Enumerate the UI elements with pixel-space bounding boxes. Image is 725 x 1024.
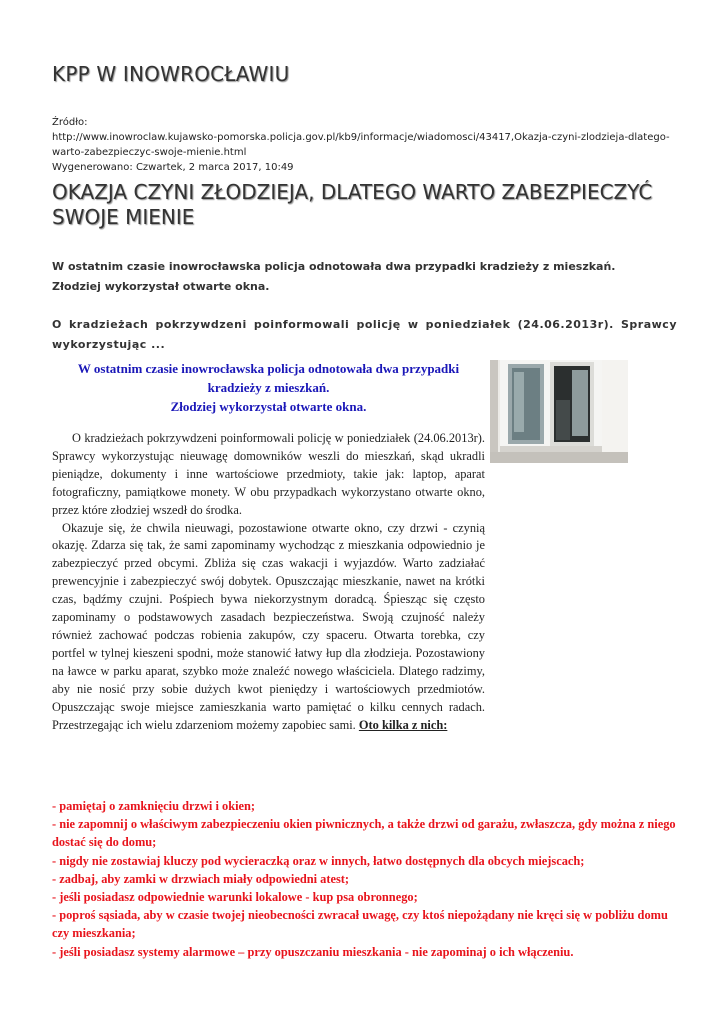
lead-line-1: W ostatnim czasie inowrocławska policja odnotowała dwa przypadki kradzieży z mieszkań. [52,260,616,273]
article-lead [52,257,677,297]
window-photo [490,360,628,463]
article-body [52,430,485,734]
tips-list [52,797,677,961]
source-url[interactable]: http://www.inowroclaw.kujawsko-pomorska.policja.gov.pl/kb9/informacje/wiadomosci/43417,Okazja-czyni-zlodzieja-dlatego-warto-zabezpieczyc-swoje-mienie.html [52,132,670,158]
tip-item: - jeśli posiadasz systemy alarmowe – przy opuszczaniu mieszkania - nie zapominaj o ich włączeniu. [52,944,574,959]
tip-item: - poproś sąsiada, aby w czasie twojej nieobecności zwracał uwagę, czy ktoś niepożądany nie kręci się w pobliżu domu czy mieszkania; [52,908,668,941]
article-teaser: O kradzieżach pokrzywdzeni poinformowali policję w poniedziałek (24.06.2013r). Sprawcy wykorzystując ... [52,318,677,351]
body-paragraph-2 [52,520,485,735]
generated-date: Wygenerowano: Czwartek, 2 marca 2017, 10:49 [52,162,294,173]
source-label: Źródło: [52,117,88,128]
site-title: KPP W INOWROCŁAWIU [52,62,290,86]
blue-heading [52,359,485,416]
lead-line-2: Złodziej wykorzystał otwarte okna. [52,280,270,293]
tips-intro: Oto kilka z nich: [358,717,448,732]
window-photo-graphic [490,360,628,463]
tip-item: - nigdy nie zostawiaj kluczy pod wycieraczką oraz w innych, łatwo dostępnych dla obcych miejscach; [52,853,585,868]
tip-item: - pamiętaj o zamknięciu drzwi i okien; [52,799,256,813]
tip-item: - jeśli posiadasz odpowiednie warunki lokalowe - kup psa obronnego; [52,890,418,905]
blue-heading-line-1: W ostatnim czasie inowrocławska policja odnotowała dwa przypadki kradzieży z mieszkań. [77,361,460,395]
source-meta [52,115,677,175]
tip-item: - zadbaj, aby zamki w drzwiach miały odpowiedni atest; [52,871,350,886]
tip-item: - nie zapomnij o właściwym zabezpieczeniu okien piwnicznych, a także drzwi od garażu, zwłaszcza, gdy można z niego dostać się do domu; [52,817,676,850]
blue-heading-line-2: Złodziej wykorzystał otwarte okna. [170,399,367,414]
body-paragraph-2-text: Okazuje się, że chwila nieuwagi, pozostawione otwarte okno, czy drzwi - czynią okazję. Zdarza się tak, że sami zapominamy wychodząc z mieszkania odpowiednio je zabezpieczyć przed obcymi. Zbliża się czas wakacji i wyjazdów. Warto zadziałać prewencyjnie i zabezpieczyć swój dobytek. Opuszczając mieszkanie, nawet na krótki czas, bądźmy czujni. Pośpiech bywa niekorzystnym doradcą. Śpiesząc się często zapominamy o podstawowych zasadach bezpieczeństwa. Swoją czujność należy również zachować podczas robienia zakupów, czy spaceru. Otwarta torebka, czy portfel w tylnej kieszeni spodni, może stanowić łatwy łup dla złodzieja. Pozostawiony na ławce w parku aparat, szybko może znaleźć nowego właściciela. Dlatego radzimy, aby nie nosić przy sobie dużych kwot pieniędzy i wartościowych przedmiotów. Opuszczając swoje miejsce zamieszkania warto pamiętać o kilku cennych radach. Przestrzegając ich wielu zdarzeniom możemy zapobiec sami. [52,520,485,732]
article-title: OKAZJA CZYNI ZŁODZIEJA, DLATEGO WARTO ZABEZPIECZYĆ SWOJE MIENIE [52,180,653,229]
body-paragraph-1: O kradzieżach pokrzywdzeni poinformowali policję w poniedziałek (24.06.2013r). Sprawcy wykorzystując nieuwagę domowników weszli do mieszkań, skąd ukradli pieniądze, dokumenty i inne wartościowe przedmioty, takie jak: laptop, aparat fotograficzny, pamiątkowe monety. W obu przypadkach wykorzystano otwarte okno, przez które złodziej wszedł do środka. [52,431,485,517]
